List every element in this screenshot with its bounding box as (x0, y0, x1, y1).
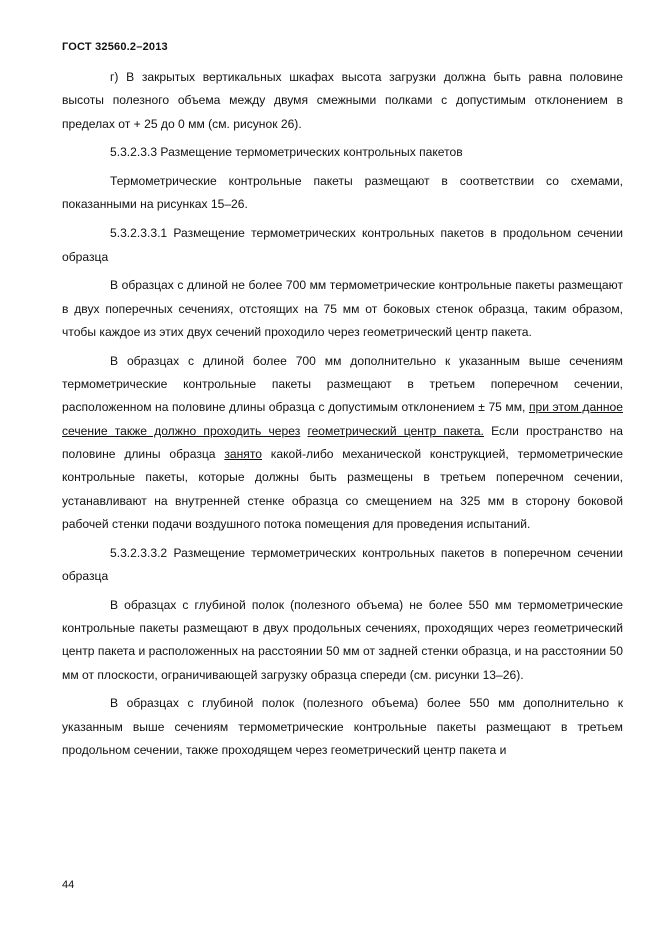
paragraph: В образцах с длиной не более 700 мм термометрические контрольные пакеты размещают в двух поперечных сечениях, отстоящих на 75 мм от боковых стенок образца, таким образом, чтобы каждое из этих двух сечений проходило через геометрический центр пакета. (62, 278, 623, 339)
page-number: 44 (62, 879, 75, 891)
underlined-text: при этом данное сечение также должно проходить через (62, 400, 623, 438)
section-heading: 5.3.2.3.3 Размещение термометрических контрольных пакетов (110, 145, 463, 160)
section-heading: 5.3.2.3.3.2 Размещение термометрических контрольных пакетов в поперечном сечении образца (62, 545, 623, 583)
section-heading: 5.3.2.3.3.1 Размещение термометрических контрольных пакетов в продольном сечении образца (62, 226, 623, 264)
document-header: ГОСТ 32560.2–2013 (62, 41, 168, 53)
paragraph (62, 350, 623, 536)
paragraph: В образцах с глубиной полок (полезного объема) не более 550 мм термометрические контрольные пакеты размещают в двух продольных сечениях, проходящих через геометрический центр пакета и расположенных на расстоянии 50 мм от задней стенки образца, и на расстоянии 50 мм от плоскости, ограничивающей загрузку образца спереди (см. рисунки 13–26). (62, 597, 623, 682)
document-body (62, 66, 623, 768)
paragraph-text: Если пространство на половине длины образца (62, 423, 623, 461)
underlined-text: геометрический центр пакета. (307, 423, 484, 438)
paragraph: В образцах с глубиной полок (полезного объема) более 550 мм дополнительно к указанным выше сечениям термометрические контрольные пакеты размещают в третьем продольном сечении, также проходящем через геометрический центр пакета и (62, 696, 623, 758)
underlined-text: занято (224, 446, 262, 461)
paragraph-text: В образцах с длиной более 700 мм дополнительно к указанным выше сечениям термометрические контрольные пакеты размещают в третьем поперечном сечении, расположенном на половине длины образца с допустимым отклонением ± 75 мм, (62, 353, 623, 415)
paragraph-text: какой-либо механической конструкцией, термометрические контрольные пакеты, которые должны быть размещены в третьем поперечном сечении, устанавливают на внутренней стенке образца со смещением на 325 мм в сторону боковой рабочей стенки подачи воздушного потока помещения для проведения испытаний. (62, 446, 623, 531)
paragraph: Термометрические контрольные пакеты размещают в соответствии со схемами, показанными на рисунках 15–26. (62, 174, 623, 212)
paragraph: г) В закрытых вертикальных шкафах высота загрузки должна быть равна половине высоты полезного объема между двумя смежными полками с допустимым отклонением в пределах от + 25 до 0 мм (см. рисунок 26). (62, 70, 623, 131)
